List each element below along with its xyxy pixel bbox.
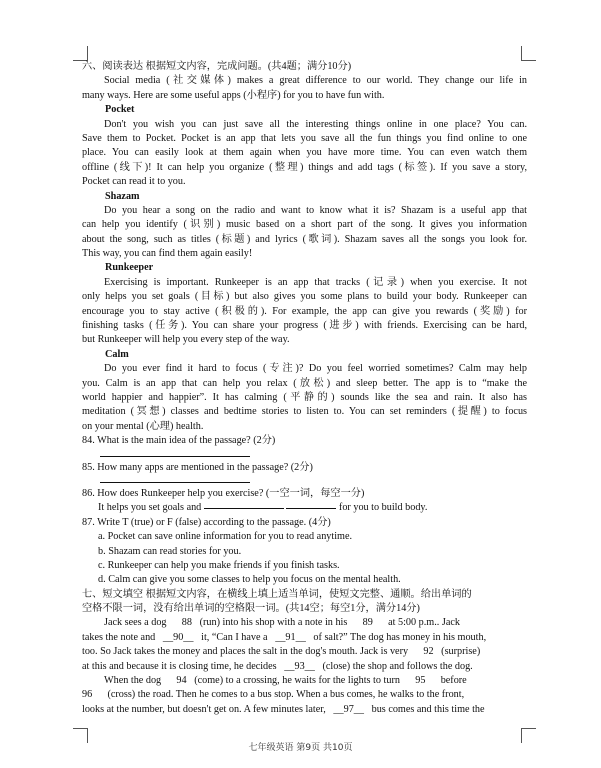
answer-line-84[interactable] <box>100 449 250 457</box>
answer-blank-86-1[interactable] <box>204 507 284 509</box>
passage-line: Pocket can read it to you. <box>82 176 186 188</box>
intro-line: many ways. Here are some useful apps (小程序) for you to have fun with. <box>82 89 385 101</box>
passage-line: Exercising is important. Runkeeper is an app that tracks (记录) when you exercise. It not <box>104 276 527 288</box>
passage-line: Do you ever find it hard to focus (专注)? Do you feel worried sometimes? Calm may help <box>104 363 527 375</box>
app-heading-pocket: Pocket <box>105 104 135 116</box>
cloze-line: takes the note and __90__ it, “Can I have a __91__ of salt?” The dog has money in his mouth, <box>82 631 487 643</box>
section7-title-line: 空格不限一词，没有给出单词的空格限一词。(共14空；每空1分，满分14分) <box>82 603 420 615</box>
passage-line: you. Calm is an app that can help you relax (放松) and sleep better. The app is to “make the <box>82 377 527 389</box>
passage-line: world happier and happier”. It has calming (平静的) sounds like the sea and rain. It also has <box>82 391 527 403</box>
passage-line: finishing tasks (任务). You can share your progress (进步) with friends. Exercising can be hard, <box>82 320 527 332</box>
section7-title-line: 七、短文填空 根据短文内容，在横线上填上适当单词，使短文完整、通顺。给出单词的 <box>82 588 472 600</box>
page-footer: 七年级英语 第9页 共10页 <box>248 743 353 753</box>
cloze-line: too. So Jack takes the money and places the salt in the dog's mouth. Jack is very 92 (surprise) <box>82 646 481 658</box>
question-86-part-b: for you to build body. <box>338 502 428 514</box>
cloze-line: looks at the number, but doesn't get on. A few minutes later, __97__ bus comes and this time the <box>82 703 485 715</box>
cloze-line: 96 (cross) the road. Then he comes to a bus stop. When a bus comes, he walks to the front, <box>82 689 465 701</box>
question-87-item-d: d. Calm can give you some classes to help you focus on the mental health. <box>98 574 401 586</box>
question-87-item-b: b. Shazam can read stories for you. <box>98 545 242 557</box>
passage-line: Save them to Pocket. Pocket is an app that lets you save all the fun things you find online to one <box>82 132 527 144</box>
passage-line: but Runkeeper will help you every step of the way. <box>82 334 290 346</box>
passage-line: can help you identify (识别) music based on a short part of the song. It gives you information <box>82 219 527 231</box>
passage-line: Don't you wish you can just save all the interesting things online in one place? You can. <box>104 118 527 130</box>
cloze-line: at this and because it is closing time, he decides __93__ (close) the shop and follows the dog. <box>82 660 473 672</box>
crop-mark-top-right <box>521 46 536 61</box>
passage-line: offline (线下)! It can help you organize (整理) things and add tags (标签). If you save a story, <box>82 161 527 173</box>
question-87: 87. Write T (true) or F (false) according to the passage. (4分) <box>82 516 331 528</box>
app-heading-shazam: Shazam <box>105 190 140 202</box>
section6-title: 六、阅读表达 根据短文内容，完成问题。(共4题；满分10分) <box>82 61 352 72</box>
cloze-line: Jack sees a dog 88 (run) into his shop with a note in his 89 at 5:00 p.m.. Jack <box>104 617 460 629</box>
answer-line-85[interactable] <box>100 475 250 483</box>
passage-line: meditation (冥想) classes and bedtime stories to listen to. You can set reminders (提醒) to focus <box>82 406 527 418</box>
passage-line: about the song, such as titles (标题) and lyrics (歌词). Shazam saves all the songs you look for. <box>82 233 527 245</box>
passage-line: Do you hear a song on the radio and want to know what it is? Shazam is a useful app that <box>104 204 527 216</box>
app-heading-runkeeper: Runkeeper <box>105 262 154 274</box>
app-heading-calm: Calm <box>105 348 129 360</box>
passage-line: only helps you set goals (目标) but also gives you some plans to build your body. Runkeeper can <box>82 291 527 303</box>
answer-blank-86-2[interactable] <box>286 507 336 509</box>
question-86-sentence <box>82 501 527 515</box>
exam-page-content <box>82 60 527 717</box>
passage-line: encourage you to stay active (积极的). For example, the app can give you rewards (奖励) for <box>82 305 527 317</box>
crop-mark-top-left <box>73 46 88 61</box>
cloze-line: When the dog 94 (come) to a crossing, he waits for the lights to turn 95 before <box>104 675 467 687</box>
question-87-item-a: a. Pocket can save online information for you to read anytime. <box>98 531 353 543</box>
question-86-part-a: It helps you set goals and <box>98 502 202 514</box>
passage-line: on your mental (心理) health. <box>82 420 204 432</box>
intro-line: Social media (社交媒体) makes a great difference to our world. They change our life in <box>104 75 527 87</box>
question-84: 84. What is the main idea of the passage? (2分) <box>82 435 276 447</box>
question-87-item-c: c. Runkeeper can help you make friends if you finish tasks. <box>98 559 340 571</box>
question-86: 86. How does Runkeeper help you exercise? (一空一词，每空一分) <box>82 487 365 499</box>
passage-line: place. You can easily look at them again when you have more time. You can even watch them <box>82 147 527 159</box>
question-85: 85. How many apps are mentioned in the passage? (2分) <box>82 461 313 473</box>
passage-line: This way, you can find them again easily! <box>82 248 253 260</box>
